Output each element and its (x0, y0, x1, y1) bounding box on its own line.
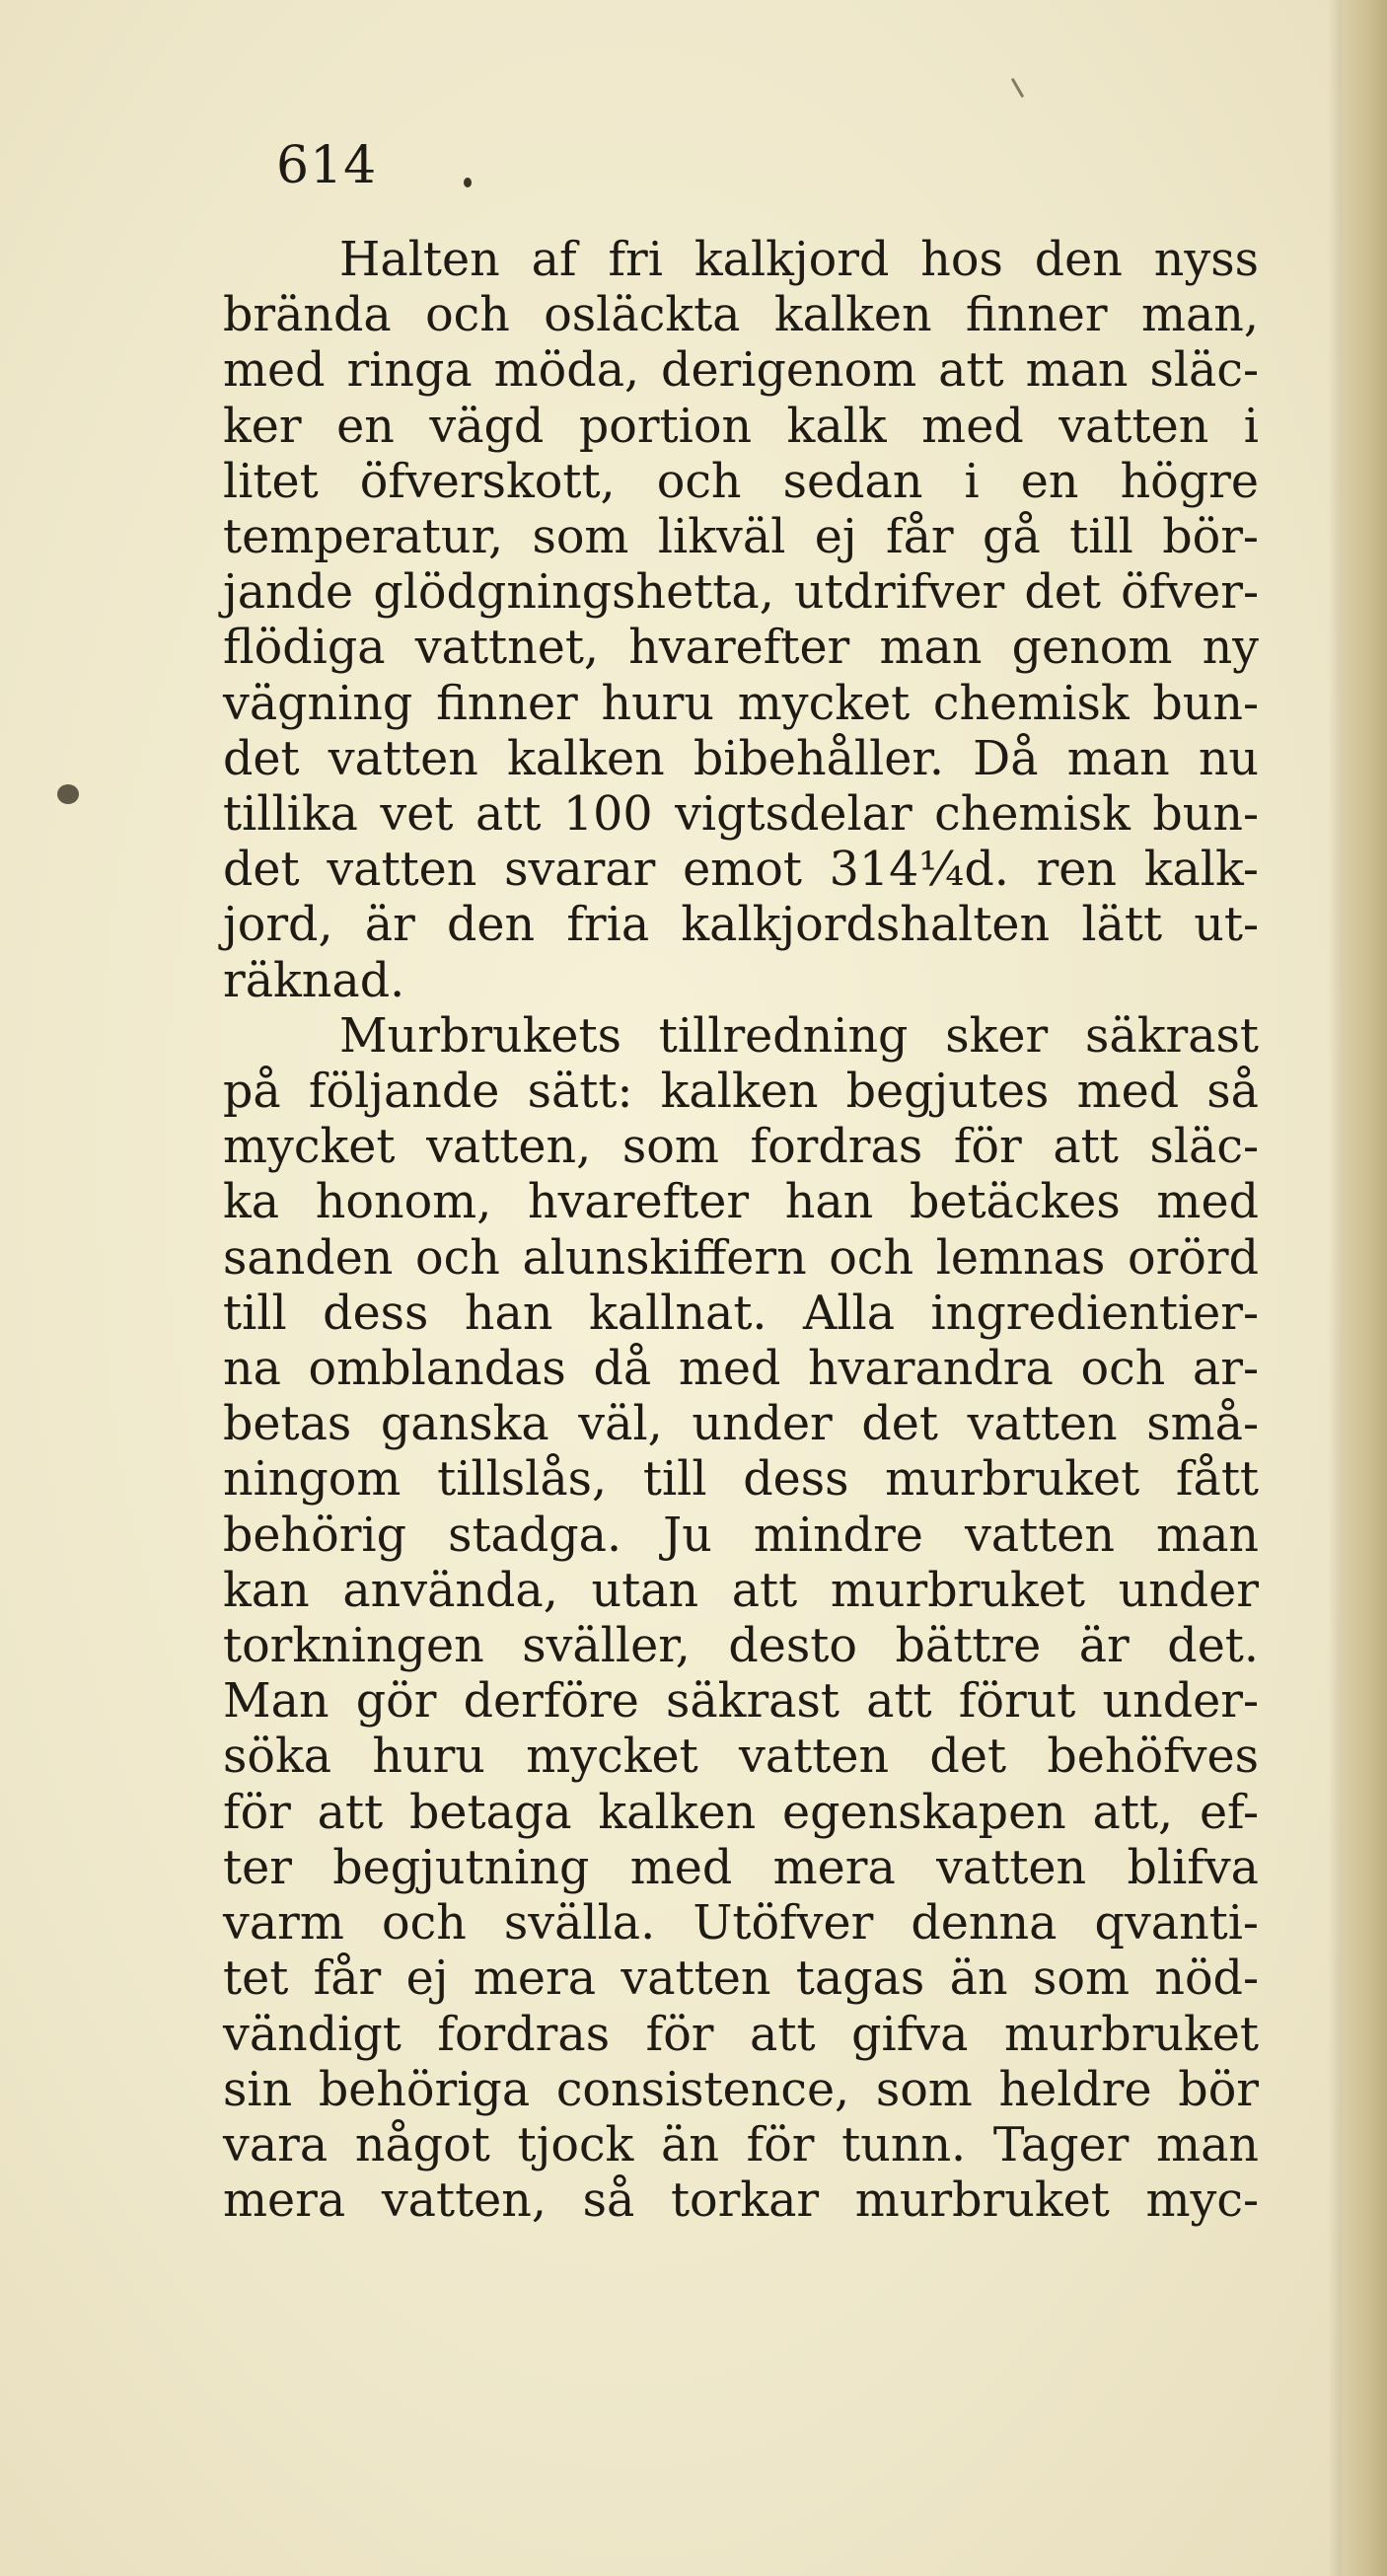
text-line: med ringa möda, derigenom att man släc- (223, 343, 1259, 399)
text-line: torkningen sväller, desto bättre är det. (223, 1619, 1259, 1674)
body-text (223, 233, 1259, 2229)
ink-speck (1011, 78, 1025, 99)
text-line: betas ganska väl, under det vatten små- (223, 1397, 1259, 1452)
text-line: ningom tillslås, till dess murbruket fått (223, 1452, 1259, 1508)
text-line: jord, är den fria kalkjordshalten lätt ut- (223, 898, 1259, 953)
text-line: ter begjutning med mera vatten blifva (223, 1840, 1259, 1895)
page-number: 614 (276, 136, 378, 195)
ink-speck (464, 178, 472, 187)
text-line: flödiga vattnet, hvarefter man genom ny (223, 621, 1259, 676)
text-line: mera vatten, så torkar murbruket myc- (223, 2173, 1259, 2229)
page-fold-shadow (1328, 0, 1342, 2576)
ink-speck (57, 784, 79, 804)
text-line: sanden och alunskiffern och lemnas orörd (223, 1230, 1259, 1286)
adjacent-page-edge (1342, 0, 1387, 2576)
text-line: na omblandas då med hvarandra och ar- (223, 1342, 1259, 1397)
text-line: räknad. (223, 953, 405, 1008)
text-line: kan använda, utan att murbruket under (223, 1563, 1259, 1618)
text-line: temperatur, som likväl ej får gå till bör- (223, 510, 1259, 565)
text-line: på följande sätt: kalken begjutes med så (223, 1065, 1259, 1120)
text-line: ka honom, hvarefter han betäckes med (223, 1175, 1259, 1230)
text-line: vägning finner huru mycket chemisk bun- (223, 676, 1259, 731)
text-line: vara något tjock än för tunn. Tager man (223, 2117, 1259, 2172)
text-line: sin behöriga consistence, som heldre bör (223, 2062, 1259, 2117)
text-line: Murbrukets tillredning sker säkrast (339, 1008, 1259, 1064)
text-line: vändigt fordras för att gifva murbruket (223, 2007, 1259, 2062)
text-line: ker en vägd portion kalk med vatten i (223, 399, 1259, 454)
text-line: tillika vet att 100 vigtsdelar chemisk bun- (223, 787, 1259, 843)
text-line: för att betaga kalken egenskapen att, ef- (223, 1785, 1259, 1840)
text-line: mycket vatten, som fordras för att släc- (223, 1120, 1259, 1175)
text-line: behörig stadga. Ju mindre vatten man (223, 1508, 1259, 1563)
text-line: Halten af fri kalkjord hos den nyss (339, 233, 1259, 287)
text-line: varm och svälla. Utöfver denna qvanti- (223, 1896, 1259, 1951)
text-line: till dess han kallnat. Alla ingredientier- (223, 1286, 1259, 1341)
text-line: brända och osläckta kalken finner man, (223, 288, 1259, 343)
text-line: söka huru mycket vatten det behöfves (223, 1730, 1259, 1785)
text-line: Man gör derföre säkrast att förut under- (223, 1674, 1259, 1730)
text-line: det vatten kalken bibehåller. Då man nu (223, 731, 1259, 786)
text-line: litet öfverskott, och sedan i en högre (223, 454, 1259, 509)
text-line: jande glödgningshetta, utdrifver det öfver- (223, 565, 1259, 621)
text-line: det vatten svarar emot 314¼d. ren kalk- (223, 843, 1259, 898)
text-line: tet får ej mera vatten tagas än som nöd- (223, 1951, 1259, 2007)
